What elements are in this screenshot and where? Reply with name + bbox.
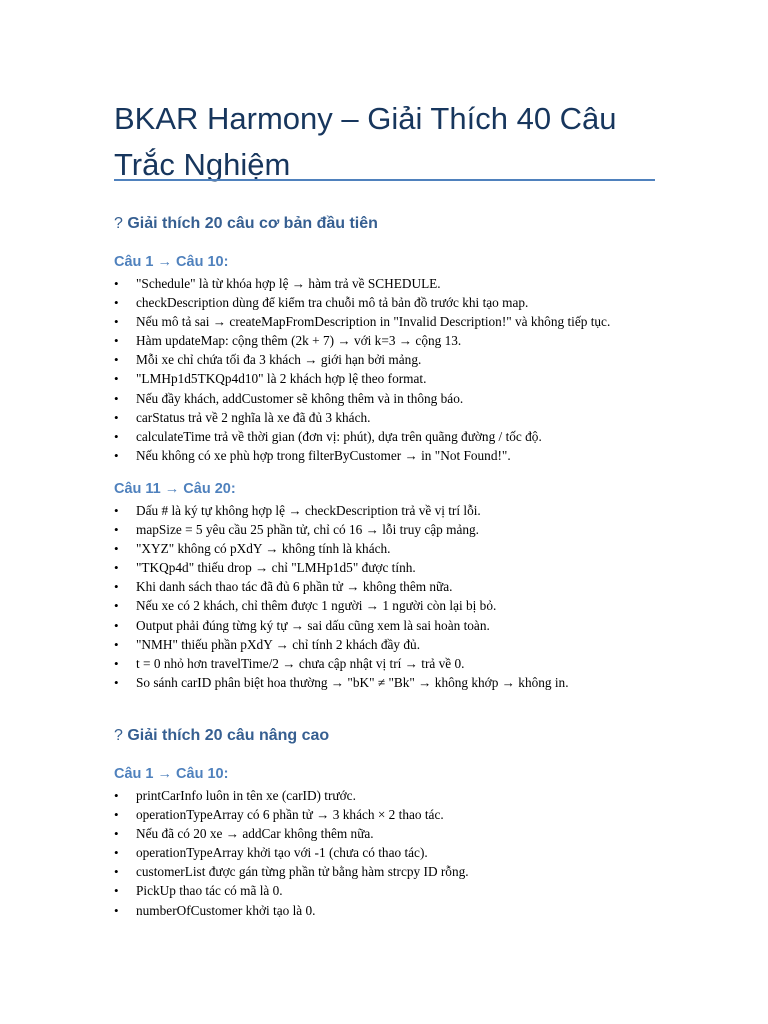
- list-item: [114, 350, 674, 369]
- bullet-icon: •: [114, 864, 119, 880]
- list-item: [114, 312, 674, 331]
- list-item-text: operationTypeArray có 6 phần tử → 3 khách × 2 thao tác.: [136, 807, 444, 823]
- bullet-icon: •: [114, 579, 119, 595]
- list-item-text: Mỗi xe chỉ chứa tối đa 3 khách → giới hạn bởi mảng.: [136, 352, 422, 368]
- list-item: [114, 408, 674, 427]
- bullet-icon: •: [114, 617, 119, 633]
- bullet-icon: •: [114, 333, 119, 349]
- list-item: [114, 577, 674, 596]
- list-item-text: "XYZ" không có pXdY → không tính là khách.: [136, 541, 391, 557]
- bullet-icon: •: [114, 276, 119, 291]
- list-item-text: Output phải đúng từng ký tự → sai dấu cũng xem là sai hoàn toàn.: [136, 617, 490, 633]
- section-advanced-heading: [114, 726, 329, 746]
- basic-group2-heading: Câu 11 → Câu 20:: [114, 481, 236, 497]
- basic-group1-list: [114, 274, 674, 465]
- missing-glyph-icon: ?: [114, 215, 123, 232]
- list-item-text: "TKQp4d" thiếu drop → chỉ "LMHp1d5" được tính.: [136, 560, 416, 576]
- list-item-text: customerList được gán từng phần tử bằng hàm strcpy ID rỗng.: [136, 864, 469, 880]
- list-item: [114, 427, 674, 446]
- list-item-text: Nếu mô tả sai → createMapFromDescription in "Invalid Description!" và không tiếp tục.: [136, 314, 611, 330]
- list-item: [114, 635, 674, 654]
- title-underline: [114, 179, 655, 181]
- list-item-text: carStatus trả về 2 nghĩa là xe đã đủ 3 khách.: [136, 409, 371, 425]
- bullet-icon: •: [114, 598, 119, 614]
- list-item: [114, 786, 674, 805]
- bullet-icon: •: [114, 352, 119, 368]
- list-item-text: t = 0 nhỏ hơn travelTime/2 → chưa cập nhật vị trí → trả về 0.: [136, 655, 465, 671]
- list-item-text: Dấu # là ký tự không hợp lệ → checkDescription trả về vị trí lỗi.: [136, 503, 481, 518]
- bullet-icon: •: [114, 807, 119, 823]
- list-item: [114, 369, 674, 388]
- basic-group2-list: [114, 501, 674, 692]
- list-item-text: operationTypeArray khởi tạo với -1 (chưa có thao tác).: [136, 845, 428, 861]
- bullet-icon: •: [114, 428, 119, 444]
- list-item-text: Nếu đã có 20 xe → addCar không thêm nữa.: [136, 826, 374, 842]
- list-item-text: "LMHp1d5TKQp4d10" là 2 khách hợp lệ theo format.: [136, 371, 427, 387]
- list-item: [114, 901, 674, 920]
- list-item-text: numberOfCustomer khởi tạo là 0.: [136, 902, 316, 918]
- bullet-icon: •: [114, 826, 119, 842]
- list-item: [114, 558, 674, 577]
- bullet-icon: •: [114, 447, 119, 463]
- list-item-text: Nếu đầy khách, addCustomer sẽ không thêm và in thông báo.: [136, 390, 464, 406]
- list-item-text: So sánh carID phân biệt hoa thường → "bK" ≠ "Bk" → không khớp → không in.: [136, 674, 569, 690]
- bullet-icon: •: [114, 560, 119, 576]
- advanced-group1-list: [114, 786, 674, 920]
- bullet-icon: •: [114, 902, 119, 918]
- list-item-text: Nếu xe có 2 khách, chỉ thêm được 1 người → 1 người còn lại bị bỏ.: [136, 598, 497, 614]
- bullet-icon: •: [114, 409, 119, 425]
- list-item: [114, 539, 674, 558]
- list-item-text: printCarInfo luôn in tên xe (carID) trước.: [136, 788, 356, 803]
- bullet-icon: •: [114, 636, 119, 652]
- bullet-icon: •: [114, 655, 119, 671]
- list-item: [114, 862, 674, 881]
- list-item: [114, 501, 674, 520]
- list-item-text: "Schedule" là từ khóa hợp lệ → hàm trả về SCHEDULE.: [136, 276, 441, 291]
- list-item: [114, 520, 674, 539]
- list-item: [114, 805, 674, 824]
- bullet-icon: •: [114, 883, 119, 899]
- bullet-icon: •: [114, 845, 119, 861]
- list-item: [114, 824, 674, 843]
- list-item: [114, 389, 674, 408]
- bullet-icon: •: [114, 522, 119, 538]
- list-item: [114, 654, 674, 673]
- bullet-icon: •: [114, 390, 119, 406]
- list-item-text: Hàm updateMap: cộng thêm (2k + 7) → với k=3 → cộng 13.: [136, 333, 462, 349]
- list-item: [114, 673, 674, 692]
- list-item-text: Nếu không có xe phù hợp trong filterByCustomer → in "Not Found!".: [136, 447, 511, 463]
- bullet-icon: •: [114, 674, 119, 690]
- missing-glyph-icon: ?: [114, 727, 123, 744]
- list-item: [114, 274, 674, 293]
- list-item-text: checkDescription dùng để kiểm tra chuỗi mô tả bản đồ trước khi tạo map.: [136, 295, 529, 311]
- list-item-text: mapSize = 5 yêu cầu 25 phần tử, chỉ có 16 → lỗi truy cập mảng.: [136, 522, 479, 538]
- bullet-icon: •: [114, 371, 119, 387]
- section-advanced-heading-text: Giải thích 20 câu nâng cao: [127, 727, 330, 744]
- bullet-icon: •: [114, 503, 119, 518]
- list-item-text: "NMH" thiếu phần pXdY → chỉ tính 2 khách đầy đủ.: [136, 636, 421, 652]
- list-item-text: Khi danh sách thao tác đã đủ 6 phần tử → không thêm nữa.: [136, 579, 453, 595]
- document-title: BKAR Harmony – Giải Thích 40 Câu Trắc Nghiệm: [114, 101, 617, 182]
- list-item: [114, 331, 674, 350]
- list-item: [114, 596, 674, 615]
- bullet-icon: •: [114, 314, 119, 330]
- list-item: [114, 446, 674, 465]
- list-item: [114, 293, 674, 312]
- bullet-icon: •: [114, 541, 119, 557]
- list-item: [114, 881, 674, 900]
- list-item: [114, 616, 674, 635]
- bullet-icon: •: [114, 788, 119, 803]
- list-item: [114, 843, 674, 862]
- list-item-text: PickUp thao tác có mã là 0.: [136, 883, 283, 899]
- bullet-icon: •: [114, 295, 119, 311]
- list-item-text: calculateTime trả về thời gian (đơn vị: phút), dựa trên quãng đường / tốc độ.: [136, 428, 542, 444]
- advanced-group1-heading: Câu 1 → Câu 10:: [114, 766, 229, 782]
- section-basic-heading: [114, 214, 378, 234]
- section-basic-heading-text: Giải thích 20 câu cơ bản đầu tiên: [127, 215, 378, 232]
- basic-group1-heading: Câu 1 → Câu 10:: [114, 254, 229, 270]
